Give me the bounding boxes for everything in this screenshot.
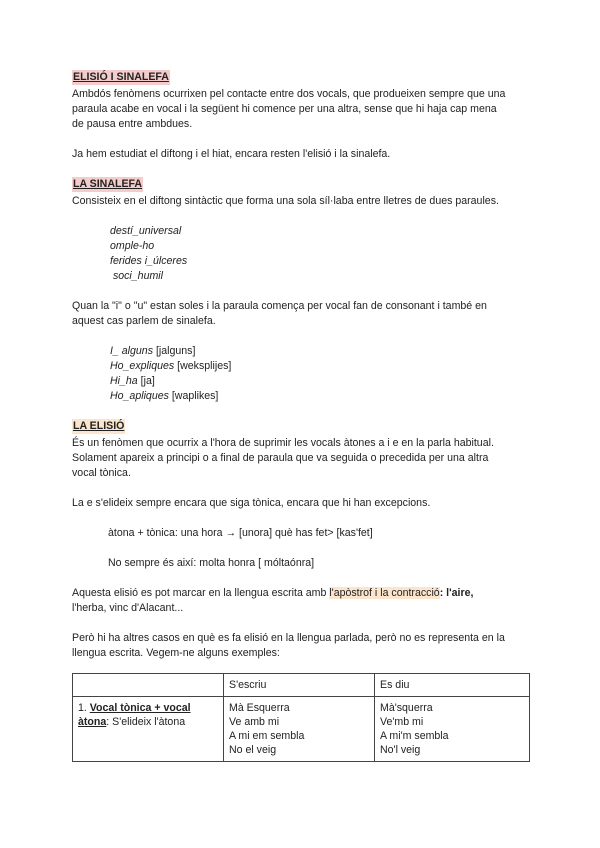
sinalefa-paragraph-2-line-1: Quan la "i" o "u" estan soles i la paraula comença per vocal fan de consonant i també en [72, 300, 487, 312]
intro-paragraph-2: Ja hem estudiat el diftong i el hiat, encara resten l'elisió i la sinalefa. [72, 148, 391, 160]
heading-elisio: LA ELISIÓ [73, 420, 125, 432]
example-ho-expliques: Ho_expliques [weksplijes] [110, 360, 232, 372]
table-cell-written: Mà Esquerra Ve amb mi A mi em sembla No el veig [224, 697, 375, 762]
elisio-paragraph-3: Aquesta elisió es pot marcar en la llengua escrita amb l'apòstrof i la contracció: l'aire, [72, 587, 474, 599]
intro-line-3: de pausa entre ambdues. [72, 118, 193, 130]
document-page [72, 70, 532, 762]
table-header-sescriu: S'escriu [224, 674, 375, 697]
example-hi-ha: Hi_ha [ja] [110, 375, 155, 387]
elisio-line-3: vocal tònica. [72, 467, 131, 479]
formula-exception: No sempre és així: molta honra [ móltaónra] [108, 557, 315, 569]
table-cell-said: Mà'squerra Ve'mb mi A mi'm sembla No'l veig [375, 697, 530, 762]
sinalefa-paragraph-2-line-2: aquest cas parlem de sinalefa. [72, 315, 216, 327]
intro-line-2: paraula acabe en vocal i la següent hi comence per una altra, sense que hi haja cap mena [72, 103, 497, 115]
example-3: ferides i_úlceres [110, 255, 188, 267]
elisio-paragraph-3-line-2: l'herba, vinc d'Alacant... [72, 602, 184, 614]
elisio-paragraph-4: Però hi ha altres casos en què es fa elisió en la llengua parlada, però no es representa en la [72, 632, 505, 644]
example-ho-apliques: Ho_apliques [waplikes] [110, 390, 219, 402]
elisio-line-2: Solament apareix a principi o a final de paraula que va seguida o precedida per una altra [72, 452, 489, 464]
highlight-apostrof: l'apòstrof i la contracció [329, 587, 440, 599]
table-header-empty [73, 674, 224, 697]
examples-table [72, 673, 530, 762]
sinalefa-definition: Consisteix en el diftong sintàctic que forma una sola síl·laba entre lletres de dues paraules. [72, 195, 499, 207]
table-header-row [73, 674, 530, 697]
formula-atona-tonica: àtona + tònica: una hora → [unora] què has fet> [kas'fet] [108, 527, 373, 539]
elisio-line-1: És un fenòmen que ocurrix a l'hora de suprimir les vocals àtones a i e en la parla habitual. [72, 437, 494, 449]
elisio-paragraph-4-line-2: llengua escrita. Vegem-ne alguns exemples: [72, 647, 280, 659]
heading-elisio-sinalefa: ELISIÓ I SINALEFA [73, 71, 169, 83]
elisio-paragraph-2: La e s'elideix sempre encara que siga tònica, encara que hi han excepcions. [72, 497, 431, 509]
example-2: omple-ho [110, 240, 155, 252]
example-1: destí_universal [110, 225, 182, 237]
table-header-esdiu: Es diu [375, 674, 530, 697]
example-4: soci_humil [110, 270, 163, 282]
table-row [73, 697, 530, 762]
heading-sinalefa: LA SINALEFA [73, 178, 143, 190]
table-row-label: 1. Vocal tònica + vocal àtona: S'elideix l'àtona [73, 697, 224, 762]
example-i-alguns: I_ alguns [jalguns] [110, 345, 196, 357]
intro-line-1: Ambdós fenòmens ocurrixen pel contacte entre dos vocals, que produeixen sempre que una [72, 88, 506, 100]
